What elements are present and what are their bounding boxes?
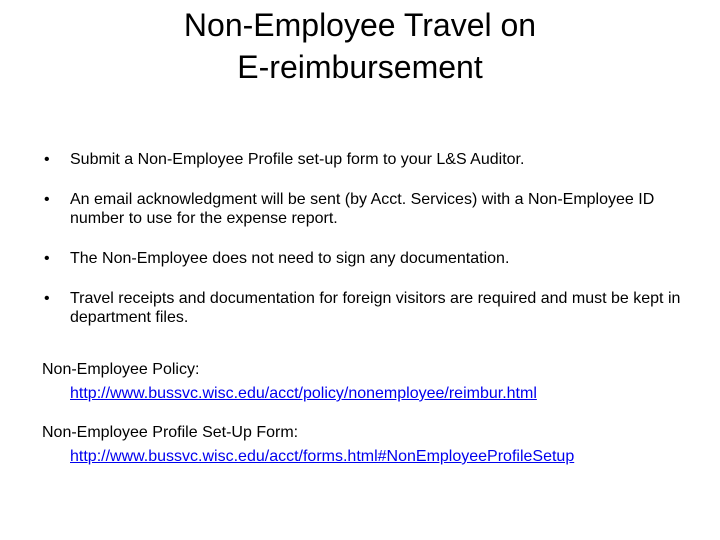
bullet-text: Submit a Non-Employee Profile set-up form to your L&S Auditor.: [70, 151, 525, 168]
profile-form-label: Non-Employee Profile Set-Up Form:: [42, 424, 299, 441]
policy-link[interactable]: http://www.bussvc.wisc.edu/acct/policy/nonemployee/reimbur.html: [70, 385, 537, 402]
bullet-dot-icon: •: [44, 151, 50, 168]
bullet-text: Travel receipts and documentation for foreign visitors are required and must be kept in department files.: [70, 290, 681, 326]
bullet-text: The Non-Employee does not need to sign any documentation.: [70, 250, 510, 267]
profile-form-section: [42, 423, 712, 467]
bullet-dot-icon: •: [44, 250, 50, 267]
bullet-dot-icon: •: [44, 191, 50, 208]
slide-title-line-2: E-reimbursement: [237, 49, 483, 85]
bullet-item: [42, 150, 707, 169]
bullet-dot-icon: •: [44, 290, 50, 307]
bullet-list: [42, 150, 707, 348]
bullet-text: An email acknowledgment will be sent (by Acct. Services) with a Non-Employee ID number to use for the expense report.: [70, 191, 655, 227]
bullet-item: [42, 190, 707, 228]
policy-section: [42, 360, 712, 404]
policy-label: Non-Employee Policy:: [42, 361, 200, 378]
bullet-item: [42, 249, 707, 268]
slide-title-line-1: Non-Employee Travel on: [183, 7, 537, 43]
slide-title: [0, 4, 720, 88]
bullet-item: [42, 289, 707, 327]
profile-form-link[interactable]: http://www.bussvc.wisc.edu/acct/forms.html#NonEmployeeProfileSetup: [70, 448, 575, 465]
